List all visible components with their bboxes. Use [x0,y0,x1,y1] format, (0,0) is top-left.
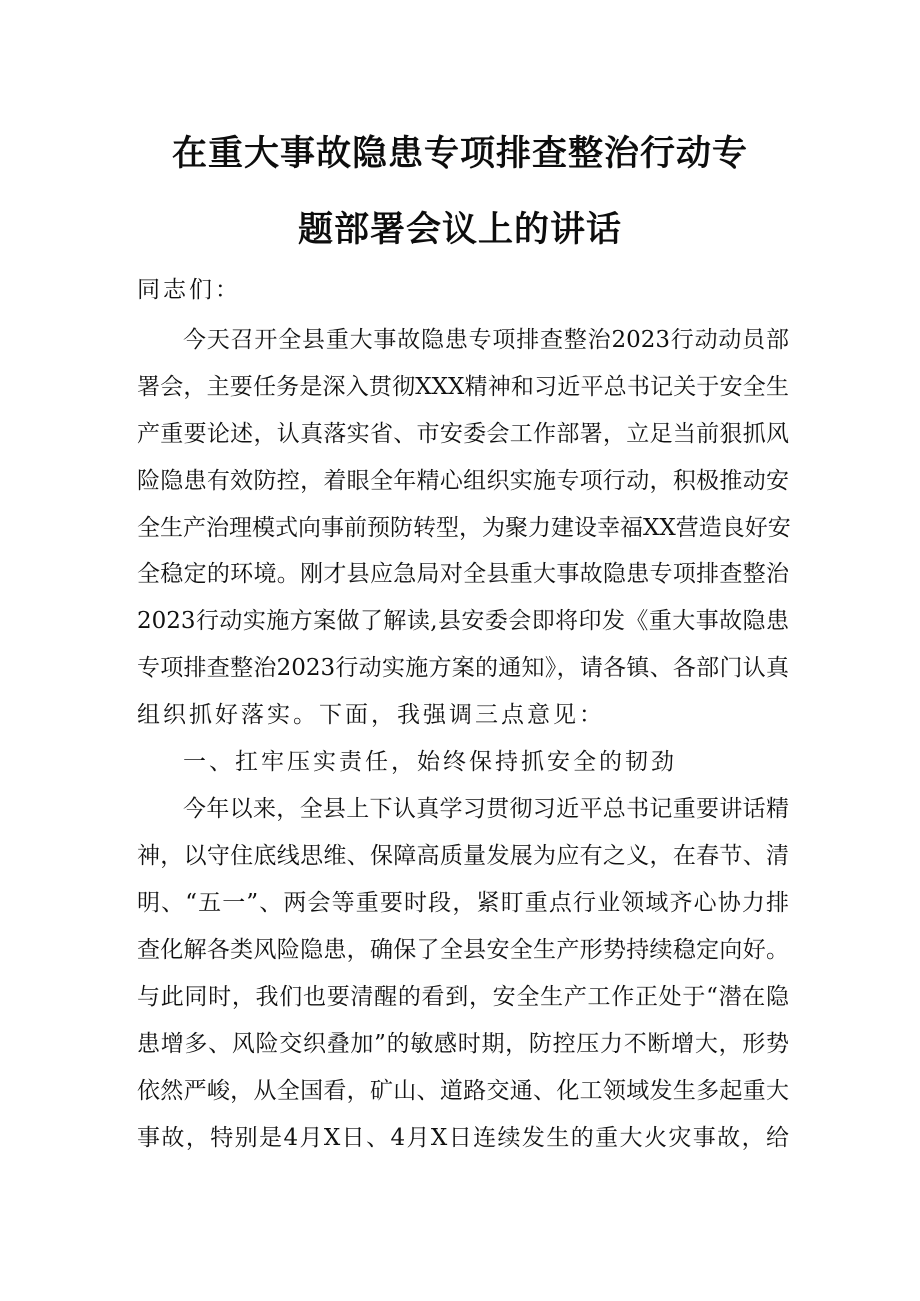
paragraph-2-line-2: 神，以守住底线思维、保障高质量发展为应有之义，在春节、清 [137,843,789,869]
document-title-line-2: 题部署会议上的讲话 [297,210,622,250]
paragraph-2-line-8: 事故，特别是4月X日、4月X日连续发生的重大火灾事故，给 [137,1125,789,1151]
salutation: 同志们： [137,277,241,303]
paragraph-2-line-1: 今年以来，全县上下认真学习贯彻习近平总书记重要讲话精 [183,796,789,822]
paragraph-1-line-5: 全生产治理模式向事前预防转型，为聚力建设幸福XX营造良好安 [137,515,791,541]
section-heading-1: 一、扛牢压实责任，始终保持抓安全的韧劲 [183,749,677,775]
paragraph-2-line-3: 明、“五一”、两会等重要时段，紧盯重点行业领域齐心协力排 [137,890,789,916]
paragraph-1-line-9: 组织抓好落实。下面，我强调三点意见： [137,702,605,728]
paragraph-1-line-6: 全稳定的环境。刚才县应急局对全县重大事故隐患专项排查整治 [137,561,789,587]
paragraph-2-line-7: 依然严峻，从全国看，矿山、道路交通、化工领域发生多起重大 [137,1078,789,1104]
paragraph-1-line-7: 2023行动实施方案做了解读,县安委会即将印发《重大事故隐患 [137,608,789,634]
paragraph-2-line-6: 患增多、风险交织叠加”的敏感时期，防控压力不断增大，形势 [137,1031,789,1057]
paragraph-2-line-4: 查化解各类风险隐患，确保了全县安全生产形势持续稳定向好。 [137,937,789,963]
paragraph-1-line-1: 今天召开全县重大事故隐患专项排查整治2023行动动员部 [183,327,789,353]
paragraph-1-line-4: 险隐患有效防控，着眼全年精心组织实施专项行动，积极推动安 [137,468,789,494]
document-title-line-1: 在重大事故隐患专项排查整治行动专 [171,134,748,174]
paragraph-1-line-2: 署会，主要任务是深入贯彻XXX精神和习近平总书记关于安全生 [137,374,789,400]
paragraph-1-line-8: 专项排查整治2023行动实施方案的通知》，请各镇、各部门认真 [137,655,789,681]
paragraph-1-line-3: 产重要论述，认真落实省、市安委会工作部署，立足当前狠抓风 [137,421,789,447]
paragraph-2-line-5: 与此同时，我们也要清醒的看到，安全生产工作正处于“潜在隐 [137,984,789,1010]
